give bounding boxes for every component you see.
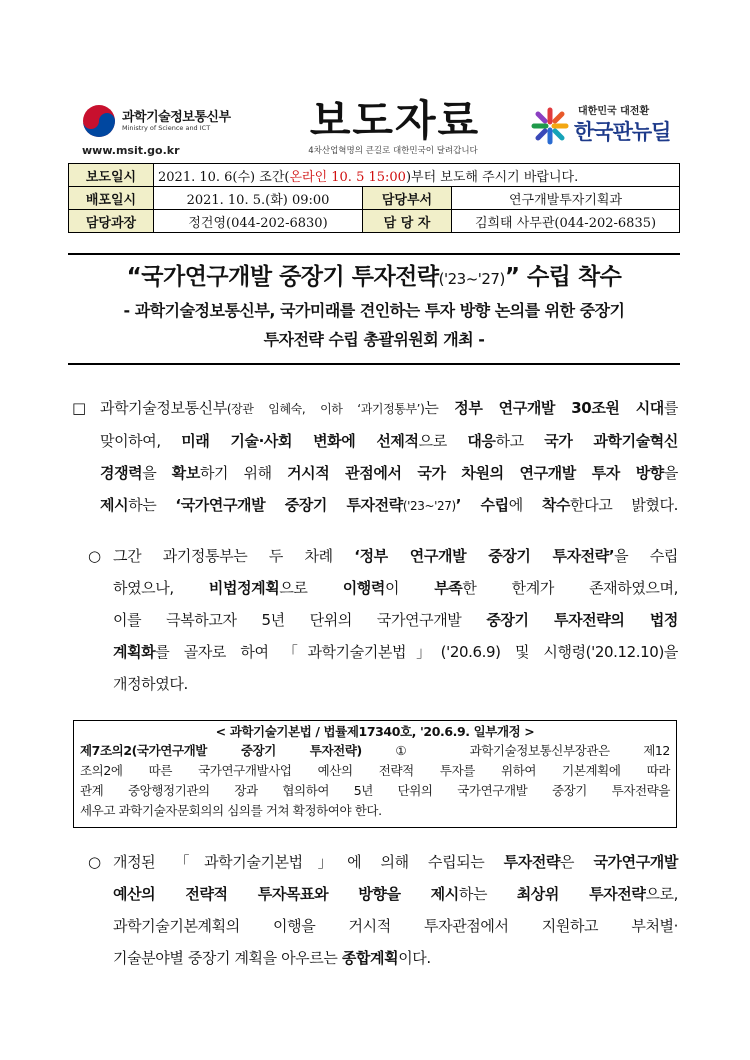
paragraph-1-line: 제시하는 ‘국가연구개발 중장기 투자전략('23~'27)’ 수립에 착수한다고 밝혔다. (100, 496, 678, 514)
paragraph-3-line: 개정된 「과학기술기본법」에 의해 수립되는 투자전략은 국가연구개발 (113, 853, 678, 871)
law-excerpt-line: 관계 중앙행정기관의 장과 협의하여 5년 단위의 국가연구개발 중장기 투자전략을 (80, 783, 670, 798)
paragraph-2-line: 그간 과기정통부는 두 차례 ‘정부 연구개발 중장기 투자전략’을 수립 (113, 547, 679, 565)
law-excerpt-line: 조의2에 따른 국가연구개발사업 예산의 전략적 투자를 위하여 기본계획에 따라 (80, 763, 670, 778)
paragraph-3-line: 예산의 전략적 투자목표와 방향을 제시하는 최상위 투자전략으로, (113, 885, 678, 903)
new-deal-name: 한국판뉴딜 (574, 120, 671, 144)
release-row (69, 164, 680, 187)
ministry-name-english: Ministry of Science and ICT (122, 124, 211, 132)
korean-new-deal-logo (530, 100, 680, 150)
release-online-time: 온라인 10. 5 15:00 (289, 169, 406, 185)
paragraph-2 (113, 540, 678, 700)
release-note: )부터 보도해 주시기 바랍니다. (405, 169, 579, 185)
headline-top-rule (68, 253, 680, 255)
paragraph-2-line: 개정하였다. (113, 675, 188, 693)
law-excerpt-line: 세우고 과학기술자문회의의 심의를 거쳐 확정하여야 한다. (80, 803, 382, 818)
division-head-label: 담당과장 (69, 210, 154, 233)
new-deal-asterisk-icon (530, 106, 570, 146)
release-info-table (68, 163, 680, 233)
contact-value: 김희태 사무관(044-202-6835) (452, 210, 680, 233)
headline (68, 258, 680, 291)
taegeuk-emblem-icon (82, 104, 116, 138)
paragraph-2-line: 하였으나, 비법정계획으로 이행력이 부족한 한계가 존재하였으며, (113, 579, 678, 597)
department-value: 연구개발투자기획과 (452, 187, 680, 210)
distribution-label: 배포일시 (69, 187, 154, 210)
distribution-value: 2021. 10. 5.(화) 09:00 (154, 187, 363, 210)
paragraph-1-line: 맞이하여, 미래 기술·사회 변화에 선제적으로 대응하고 국가 과학기술혁신 (100, 432, 678, 450)
headline-bottom-rule (68, 363, 680, 365)
contact-row (69, 210, 680, 233)
subheadline-line-1: - 과학기술정보통신부, 국가미래를 견인하는 투자 방향 논의를 위한 중장기 (123, 301, 625, 320)
paragraph-3-line: 과학기술기본계획의 이행을 거시적 투자관점에서 지원하고 부처별· (113, 917, 678, 935)
paragraph-3 (113, 846, 678, 974)
release-label: 보도일시 (69, 164, 154, 187)
contact-label: 담 당 자 (363, 210, 452, 233)
ministry-logo (82, 96, 302, 156)
paragraph-3-line: 기술분야별 중장기 계획을 아우르는 종합계획이다. (113, 949, 431, 967)
paragraph-2-line: 이를 극복하고자 5년 단위의 국가연구개발 중장기 투자전략의 법정 (113, 611, 678, 629)
law-excerpt-box (73, 720, 677, 828)
division-head-value: 정건영(044-202-6830) (154, 210, 363, 233)
law-excerpt-title: < 과학기술기본법 / 법률제17340호, '20.6.9. 일부개정 > (215, 724, 535, 739)
page-title: 보도자료 (309, 96, 481, 145)
circle-bullet-icon: ○ (88, 853, 102, 871)
law-excerpt-line: 제7조의2(국가연구개발 중장기 투자전략) ① 과학기술정보통신부장관은 제12 (80, 743, 670, 758)
release-date: 2021. 10. 6(수) 조간( (158, 169, 290, 185)
paragraph-1-line: 과학기술정보통신부(장관 임혜숙, 이하 ‘과기정통부’)는 정부 연구개발 30조원 시대를 (100, 399, 678, 417)
department-label: 담당부서 (363, 187, 452, 210)
headline-main-end: ” 수립 착수 (504, 264, 622, 290)
subheadline-line-2: 투자전략 수립 총괄위원회 개최 - (263, 330, 485, 349)
headline-main: “국가연구개발 중장기 투자전략 (126, 264, 439, 290)
ministry-name-korean: 과학기술정보통신부 (122, 110, 231, 125)
square-bullet-icon: □ (72, 399, 87, 417)
headline-period: ('23~'27) (438, 270, 505, 288)
release-value (154, 164, 680, 187)
paragraph-1-line: 경쟁력을 확보하기 위해 거시적 관점에서 국가 차원의 연구개발 투자 방향을 (100, 464, 678, 482)
paragraph-2-line: 계획화를 골자로 하여 「과학기술기본법」('20.6.9) 및 시행령('20.12.10)을 (113, 643, 678, 661)
circle-bullet-icon: ○ (88, 547, 102, 565)
paragraph-1 (100, 392, 678, 522)
website-link[interactable]: www.msit.go.kr (82, 144, 180, 157)
page-slogan: 4차산업혁명의 큰길로 대한민국이 달려갑니다 (308, 146, 478, 156)
distribution-row (69, 187, 680, 210)
new-deal-tagline: 대한민국 대전환 (578, 106, 650, 117)
